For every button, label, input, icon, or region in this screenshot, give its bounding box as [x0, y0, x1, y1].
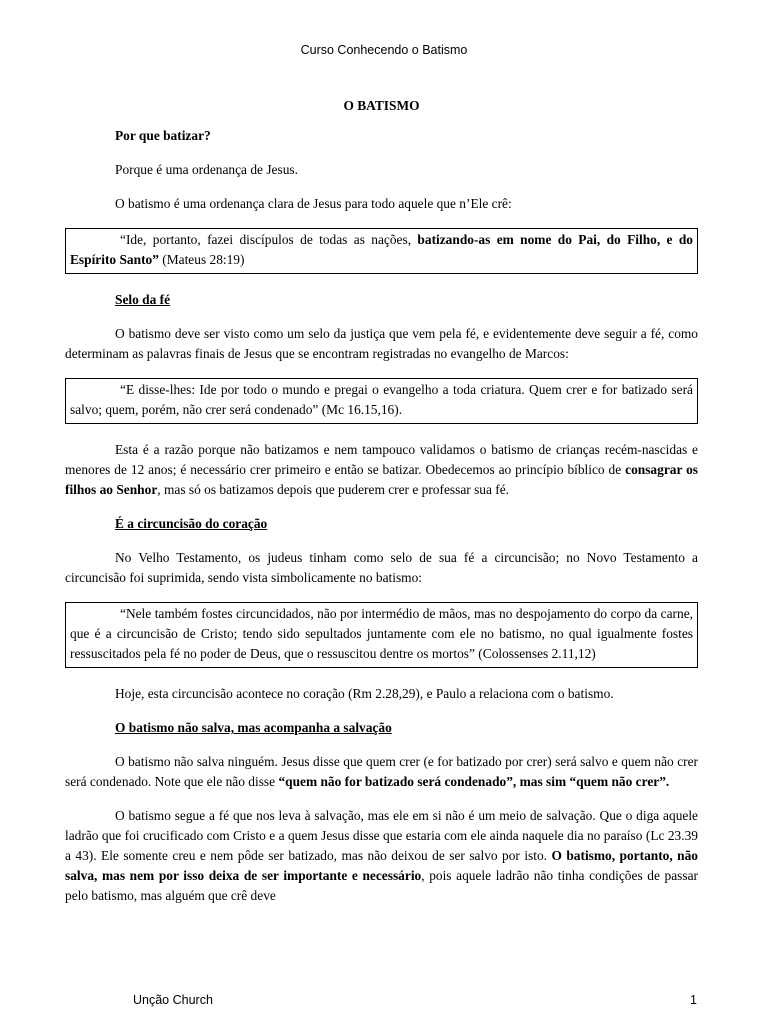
document-title: O BATISMO	[343, 98, 420, 113]
paragraph	[65, 752, 698, 792]
heading-por-que-batizar: Por que batizar?	[115, 128, 211, 143]
paragraph-emphasis: consagrar os filhos ao Senhor	[65, 462, 698, 497]
scripture-quote-box	[65, 228, 698, 274]
heading-batismo-nao-salva: O batismo não salva, mas acompanha a salvação	[115, 720, 392, 735]
paragraph-text: O batismo não salva ninguém. Jesus disse que quem crer (e for batizado por crer) será salvo e quem não crer será condenado. Note que ele não disse	[65, 754, 698, 789]
paragraph	[65, 806, 698, 906]
paragraph-text: , pois aquele ladrão não tinha condições de passar pelo batismo, mas alguém que crê deve	[65, 868, 698, 903]
paragraph: Porque é uma ordenança de Jesus.	[115, 162, 298, 177]
paragraph-text: O batismo segue a fé que nos leva à salvação, mas ele em si não é um meio de salvação. Que o diga aquele ladrão que foi crucificado com Cristo e a quem Jesus disse que estaria com ele ainda naquele dia no paraíso (Lc 23.39 a 43). Ele somente creu e nem pôde ser batizado, mas não deixou de ser salvo por isto.	[65, 808, 698, 863]
quote-text: “Ide, portanto, fazei discípulos de todas as nações,	[120, 232, 418, 247]
running-header: Curso Conhecendo o Batismo	[300, 43, 468, 57]
paragraph-emphasis: “quem não for batizado será condenado”, mas sim “quem não crer”.	[278, 774, 670, 789]
paragraph: No Velho Testamento, os judeus tinham como selo de sua fé a circuncisão; no Novo Testamento a circuncisão foi suprimida, sendo vista simbolicamente no batismo:	[65, 550, 698, 585]
paragraph: Hoje, esta circuncisão acontece no coração (Rm 2.28,29), e Paulo a relaciona com o batismo.	[115, 686, 614, 701]
scripture-quote-box: “Nele também fostes circuncidados, não por intermédio de mãos, mas no despojamento do corpo da carne, que é a circuncisão de Cristo; tendo sido sepultados juntamente com ele no batismo, no qual igualmente fostes ressuscitados pela fé no poder de Deus, que o ressuscitou dentre os mortos” (Colossenses 2.11,12)	[65, 602, 698, 668]
paragraph-text: , mas só os batizamos depois que puderem crer e professar sua fé.	[157, 482, 510, 497]
paragraph: O batismo é uma ordenança clara de Jesus para todo aquele que n’Ele crê:	[115, 196, 512, 211]
paragraph-text: Esta é a razão porque não batizamos e nem tampouco validamos o batismo de crianças recém-nascidas e menores de 12 anos; é necessário crer primeiro e então se batizar. Obedecemos ao princípio bíblico de	[65, 442, 698, 477]
heading-circuncisao: É a circuncisão do coração	[115, 516, 268, 531]
paragraph: O batismo deve ser visto como um selo da justiça que vem pela fé, e evidentemente deve seguir a fé, como determinam as palavras finais de Jesus que se encontram registradas no evangelho de Marcos:	[65, 326, 698, 361]
paragraph-emphasis: O batismo, portanto, não salva, mas nem por isso deixa de ser importante e necessário	[65, 848, 699, 883]
page-number: 1	[690, 993, 697, 1007]
heading-selo-da-fe: Selo da fé	[115, 292, 171, 307]
quote-emphasis: batizando-as em nome do Pai, do Filho, e do Espírito Santo”	[70, 232, 693, 267]
quote-reference: (Mateus 28:19)	[158, 252, 245, 267]
footer-label: Unção Church	[133, 993, 213, 1007]
scripture-quote-box: “E disse-lhes: Ide por todo o mundo e pregai o evangelho a toda criatura. Quem crer e for batizado será salvo; quem, porém, não crer será condenado” (Mc 16.15,16).	[65, 378, 698, 424]
document-body	[65, 96, 698, 920]
paragraph	[65, 440, 698, 500]
